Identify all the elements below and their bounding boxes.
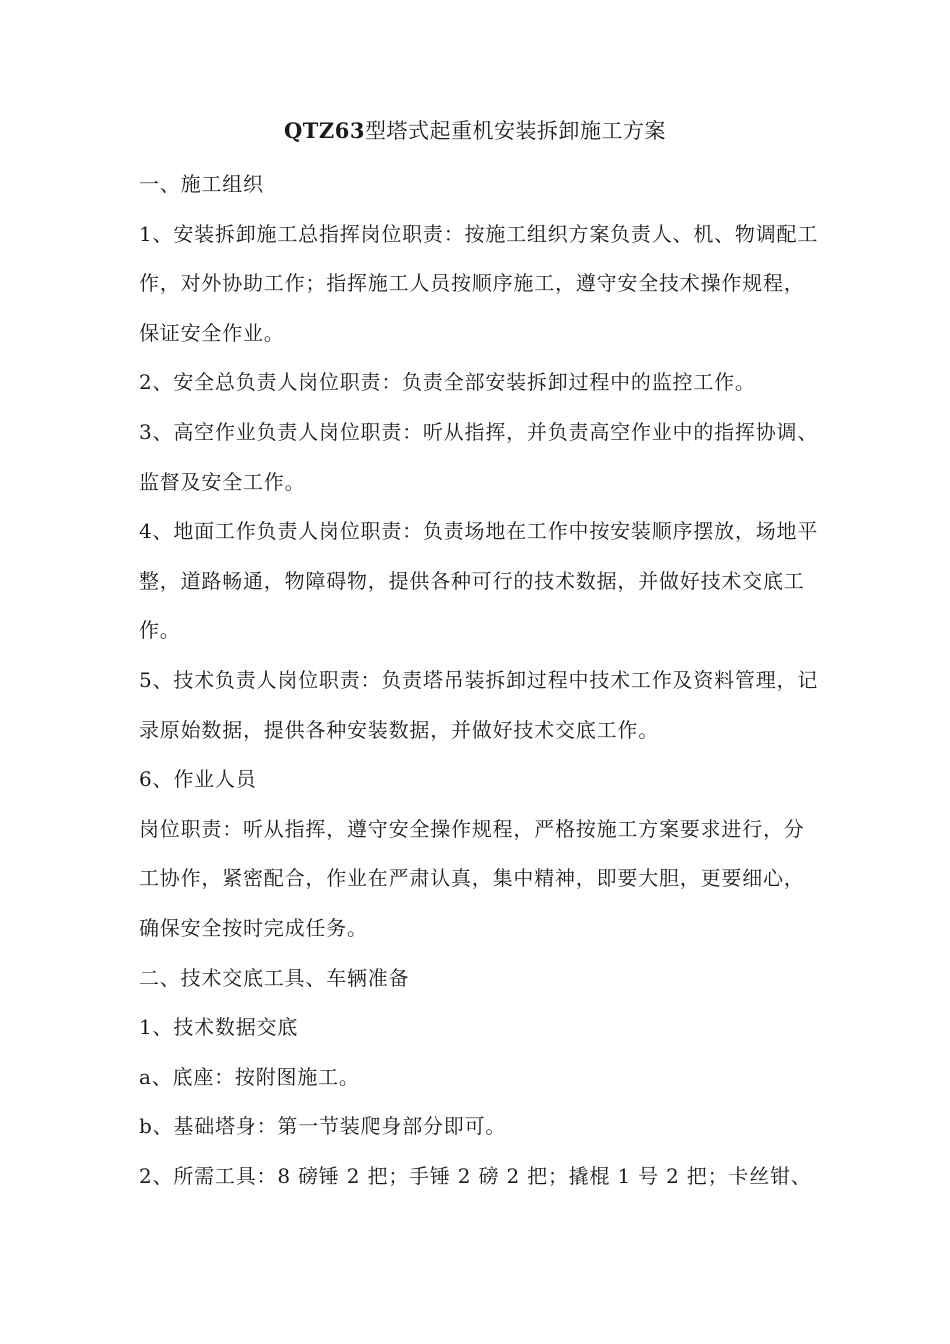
paragraph: 1、安装拆卸施工总指挥岗位职责：按施工组织方案负责人、机、物调配工作，对外协助工作；指挥施工人员按顺序施工，遵守安全技术操作规程，保证安全作业。 — [139, 221, 819, 345]
section-heading: 一、施工组织 — [139, 172, 264, 196]
paragraph: a、底座：按附图施工。 — [139, 1064, 360, 1089]
title-text: 型塔式起重机安装拆卸施工方案 — [364, 119, 666, 143]
paragraph: 2、所需工具：8 磅锤 2 把；手锤 2 磅 2 把；撬棍 1 号 2 把；卡丝钳、 — [139, 1163, 812, 1188]
paragraph: b、基础塔身：第一节装爬身部分即可。 — [139, 1114, 507, 1139]
section-heading: 二、技术交底工具、车辆准备 — [139, 965, 410, 990]
paragraph: 6、作业人员 — [139, 767, 257, 792]
paragraph: 2、安全总负责人岗位职责：负责全部安装拆卸过程中的监控工作。 — [139, 370, 756, 395]
title-model-code: QTZ63 — [284, 118, 365, 143]
paragraph: 4、地面工作负责人岗位职责：负责场地在工作中按安装顺序摆放，场地平整，道路畅通，物障碍物，提供各种可行的技术数据，并做好技术交底工作。 — [139, 519, 819, 643]
paragraph: 1、技术数据交底 — [139, 1015, 299, 1040]
paragraph: 5、技术负责人岗位职责：负责塔吊装拆卸过程中技术工作及资料管理，记录原始数据，提供各种安装数据，并做好技术交底工作。 — [139, 667, 819, 742]
document-body — [139, 160, 821, 1201]
paragraph: 3、高空作业负责人岗位职责：听从指挥，并负责高空作业中的指挥协调、监督及安全工作。 — [139, 419, 819, 494]
paragraph: 岗位职责：听从指挥，遵守安全操作规程，严格按施工方案要求进行，分工协作，紧密配合，作业在严肃认真，集中精神，即要大胆，更要细心，确保安全按时完成任务。 — [139, 816, 805, 940]
document-title — [0, 116, 950, 146]
